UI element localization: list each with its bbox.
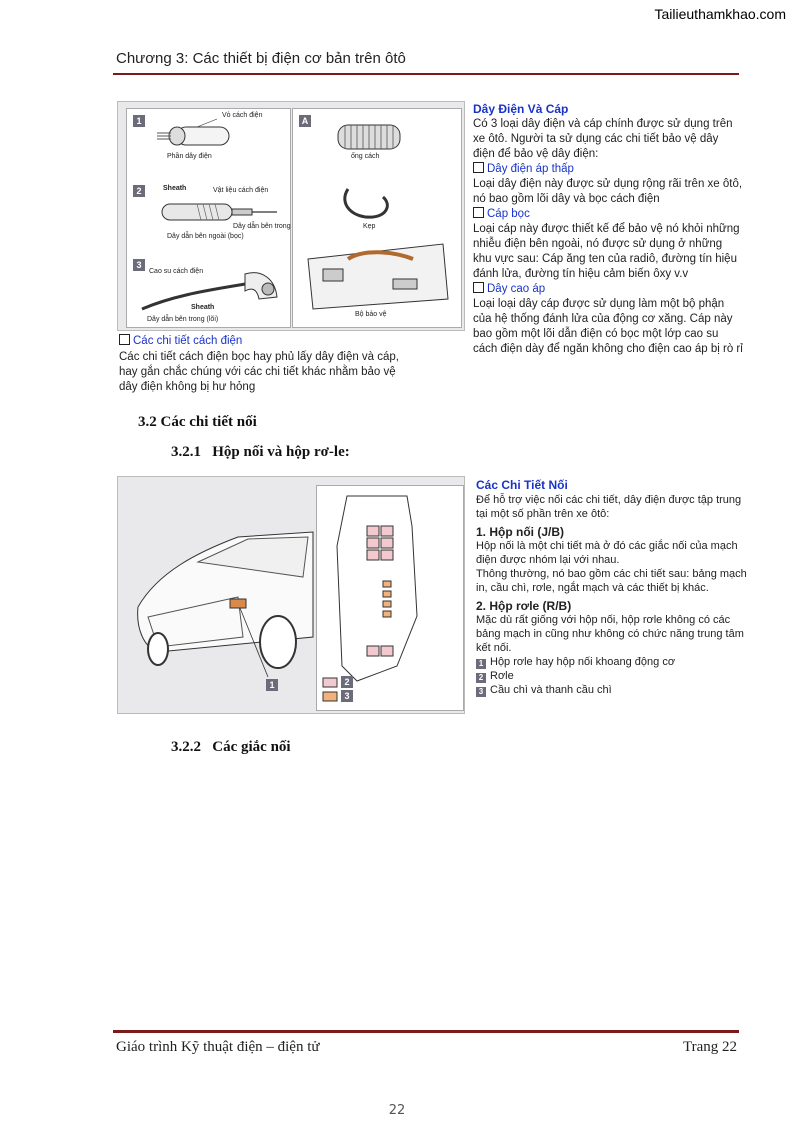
page-number: 22 — [388, 1103, 406, 1118]
wire-type-low-voltage — [473, 162, 743, 177]
wire-type-low-voltage-title: Dây điện áp thấp — [487, 163, 574, 175]
header-rule — [113, 73, 739, 75]
car-illustration — [118, 477, 318, 713]
chapter-title: Chương 3: Các thiết bị điện cơ bản trên ôtô — [116, 50, 406, 67]
legend-badge-1: 1 — [476, 659, 486, 669]
label-cao-su: Cao su cách điện — [149, 268, 204, 275]
checkbox-icon — [473, 207, 484, 218]
junction-box-figure — [117, 476, 465, 714]
wire-insulation-figure — [117, 101, 465, 331]
wire-type-shielded-text: Loại cáp này được thiết kế để bảo vệ nó khỏi những nhiễu điện bên ngoài, nó được sử dụng ở những khu vực sau: Cáp ăng ten của radiô, đường tín hiệu đánh lửa, đường tín hiệu cảm biến ôxy v.v — [473, 223, 740, 280]
footer-page-label: Trang 22 — [682, 1039, 737, 1055]
insulation-caption-text: Các chi tiết cách điện bọc hay phủ lấy dây điện và cáp, hay gắn chắc chúng với các chi tiết khác nhằm bảo vệ dây điện không bị hư hỏng — [119, 351, 400, 393]
badge-a: A — [299, 115, 311, 127]
heading-3-2-2: 3.2.2 Các giắc nối — [171, 739, 291, 755]
wires-intro: Có 3 loại dây điện và cáp chính được sử dụng trên xe ôtô. Người ta sử dụng các chi tiết bảo vệ dây điện để bảo vệ dây điện: — [473, 118, 733, 160]
caption-title-text: Các chi tiết cách điện — [133, 335, 243, 347]
connectors-intro: Để hỗ trợ việc nối các chi tiết, dây điện được tập trung tại một số phần trên xe ôtô: — [476, 494, 742, 520]
junction-box-text-2: Thông thường, nó bao gồm các chi tiết sau: bảng mạch in, cầu chì, rơle, ngắt mạch và các thiết bị khác. — [476, 568, 747, 594]
legend-text-1: Hộp rơle hay hộp nối khoang động cơ — [490, 656, 676, 668]
label-bo-bao-ve: Bộ bảo vệ — [355, 311, 387, 318]
badge-3: 3 — [341, 690, 353, 702]
label-day-dan-loi: Dây dẫn bên trong (lõi) — [147, 316, 219, 323]
checkbox-icon — [473, 282, 484, 293]
heading-3-2-1: 3.2.1 Hộp nối và hộp rơ-le: — [171, 444, 350, 460]
legend-item-1 — [476, 655, 751, 669]
badge-2: 2 — [341, 676, 353, 688]
wire-type-low-voltage-text: Loại dây điện này được sử dụng rộng rãi trên xe ôtô, nó bao gồm lõi dây và bọc cách điện — [473, 178, 743, 205]
legend-badge-2: 2 — [476, 673, 486, 683]
footer-book-title: Giáo trình Kỹ thuật điện – điện tử — [116, 1039, 320, 1055]
wires-section — [473, 102, 743, 357]
checkbox-icon — [119, 334, 130, 345]
insulation-caption-title — [119, 334, 409, 349]
label-vat-lieu: Vật liệu cách điện — [213, 187, 269, 194]
junction-box-text: Hộp nối là một chi tiết mà ở đó các giắc nối của mạch điện được nhóm lại với nhau. — [476, 540, 738, 566]
label-day-dan-trong: Dây dẫn bên trong — [233, 223, 291, 230]
relay-box-illustration — [317, 486, 463, 710]
label-vo-cach-dien: Vỏ cách điện — [222, 112, 263, 119]
label-ong-cach: ống cách — [351, 153, 380, 160]
label-sheath-1: Sheath — [163, 185, 187, 192]
wire-type-high-tension-title: Dây cao áp — [487, 283, 546, 295]
wire-illustrations — [127, 109, 290, 327]
junction-box-title: 1. Hộp nối (J/B) — [476, 525, 564, 539]
wire-type-high-tension — [473, 282, 743, 297]
legend-badge-3: 3 — [476, 687, 486, 697]
badge-3: 3 — [133, 259, 145, 271]
connectors-title: Các Chi Tiết Nối — [476, 478, 568, 492]
site-watermark: Tailieuthamkhao.com — [654, 6, 786, 22]
relay-box-title: 2. Hộp rơle (R/B) — [476, 599, 572, 613]
wires-title: Dây Điện Và Cáp — [473, 102, 569, 116]
legend-text-2: Rơle — [490, 670, 514, 682]
protector-illustrations — [293, 109, 461, 327]
legend-item-3 — [476, 683, 751, 697]
heading-3-2: 3.2 Các chi tiết nối — [138, 414, 257, 430]
relay-box-panel — [316, 485, 464, 711]
checkbox-icon — [473, 162, 484, 173]
badge-1: 1 — [133, 115, 145, 127]
footer-rule — [113, 1030, 739, 1033]
label-day-dan-ngoai: Dây dẫn bên ngoài (bọc) — [167, 233, 244, 240]
badge-1: 1 — [266, 679, 278, 691]
protector-panel — [292, 108, 462, 328]
wire-type-high-tension-text: Loại loại dây cáp được sử dụng làm một bộ phận của hệ thống đánh lửa của động cơ xăng. Cáp này bao gồm một lõi dẫn điện có bọc một lớp cao su cách điện dày để ngăn không cho điện cao áp bị rò rỉ — [473, 298, 743, 355]
legend-text-3: Cầu chì và thanh cầu chì — [490, 684, 612, 696]
label-kep: Kẹp — [363, 223, 376, 230]
badge-2: 2 — [133, 185, 145, 197]
wire-type-shielded — [473, 207, 743, 222]
wire-type-shielded-title: Cáp bọc — [487, 208, 530, 220]
label-sheath-2: Sheath — [191, 304, 215, 311]
insulation-caption — [119, 334, 409, 395]
label-phan-day-dien: Phần dây điện — [167, 153, 212, 160]
relay-box-text: Mặc dù rất giống với hộp nối, hộp rơle không có các bảng mạch in cũng như không có chức năng trung tâm kết nối. — [476, 614, 744, 654]
legend-item-2 — [476, 669, 751, 683]
connectors-section — [476, 478, 751, 697]
wire-types-panel — [126, 108, 291, 328]
